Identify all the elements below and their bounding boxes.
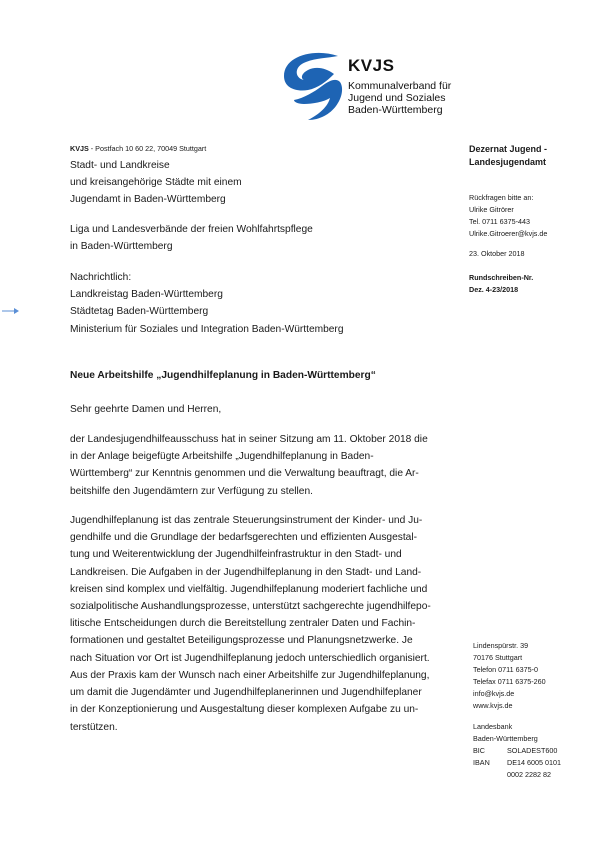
paragraph-line: sozialpolitische Aushandlungsprozesse, unterstützt sachgerechte jugendhilfepo-	[70, 601, 431, 613]
recipient-line: Stadt- und Landkreise	[70, 160, 170, 171]
recipient-line: Liga und Landesverbände der freien Wohlfahrtspflege	[70, 224, 313, 235]
paragraph-line: tung und Weiterentwicklung der Jugendhilfeinfrastruktur in den Stadt- und	[70, 549, 402, 561]
paragraph-line: kreisen sind komplex und vielfältig. Jugendhilfeplanung moderiert fachliche und	[70, 583, 428, 595]
paragraph-line: nach Situation vor Ort ist Jugendhilfeplanung jedoch unterschiedlich organisiert.	[70, 652, 430, 664]
circular-number	[469, 272, 533, 296]
logo-name: KVJS	[348, 56, 395, 75]
iban-row-continued	[473, 769, 561, 781]
logo-subtitle-line: Jugend und Soziales	[348, 92, 446, 104]
iban-row	[473, 757, 561, 769]
recipient-line: Städtetag Baden-Württemberg	[70, 306, 209, 318]
department-line: Dezernat Jugend -	[469, 144, 548, 154]
paragraph-line: der Landesjugendhilfeausschuss hat in seiner Sitzung am 11. Oktober 2018 die	[70, 434, 428, 445]
letter-subject: Neue Arbeitshilfe „Jugendhilfeplanung in Baden-Württemberg“	[70, 370, 376, 381]
paragraph-line: beitshilfe den Jugendämtern zur Verfügung zu stellen.	[70, 485, 313, 497]
paragraph-line: Aus der Praxis kam der Wunsch nach einer Arbeitshilfe zur Jugendhilfeplanung,	[70, 670, 430, 681]
footer-address	[473, 640, 546, 712]
circular-line: Dez. 4-23/2018	[469, 285, 519, 294]
sender-postbox: - Postfach 10 60 22, 70049 Stuttgart	[88, 144, 207, 153]
logo-subtitle-line: Baden-Württemberg	[348, 104, 443, 116]
paragraph-line: in der Konzeptionierung und Ausgestaltung dieser komplexen Aufgabe zu un-	[70, 704, 419, 716]
footer-line: 70176 Stuttgart	[473, 653, 523, 662]
paragraph-line: formationen und gestaltet Beteiligungsprozesse und Planungsnetzwerke. Je	[70, 635, 413, 647]
paragraph-1	[70, 431, 462, 500]
contact-info	[469, 192, 547, 240]
footer-email: info@kvjs.de	[473, 689, 515, 698]
bic-row	[473, 745, 561, 757]
paragraph-line: um damit die Jugendämter und Jugendhilfeplanerinnen und Jugendhilfeplaner	[70, 687, 422, 699]
recipient-line: Landkreistag Baden-Württemberg	[70, 289, 223, 301]
contact-email: Ulrike.Gitroerer@kvjs.de	[469, 229, 548, 238]
recipient-block-3	[70, 269, 344, 338]
paragraph-line: gendhilfe und die Grundlage der bedarfsgerechten und effizienten Ausgestal-	[70, 532, 418, 544]
footer-line: Telefon 0711 6375-0	[473, 665, 539, 674]
recipient-line: Jugendamt in Baden-Württemberg	[70, 194, 226, 206]
bank-name-line: Landesbank	[473, 722, 513, 731]
paragraph-2	[70, 512, 462, 667]
bank-name-line: Baden-Württemberg	[473, 734, 538, 743]
recipient-block-1	[70, 157, 242, 209]
paragraph-line: Landkreisen. Die Aufgaben in der Jugendhilfeplanung in den Stadt- und Land-	[70, 566, 422, 578]
footer-bank	[473, 721, 561, 781]
department-heading	[469, 143, 547, 168]
paragraph-3	[70, 667, 462, 736]
footer-line: Lindenspürstr. 39	[473, 641, 529, 650]
iban-value: DE14 6005 0101	[507, 758, 561, 767]
sender-org: KVJS	[70, 144, 89, 153]
iban-label: IBAN	[473, 758, 490, 767]
sender-return-address	[70, 144, 206, 153]
bic-label: BIC	[473, 746, 485, 755]
contact-line: Ulrike Gitrörer	[469, 205, 514, 214]
contact-line: Rückfragen bitte an:	[469, 193, 534, 202]
recipient-line: und kreisangehörige Städte mit einem	[70, 177, 242, 189]
contact-line: Tel. 0711 6375-443	[469, 217, 531, 226]
letter-date: 23. Oktober 2018	[469, 249, 525, 258]
recipient-line: Ministerium für Soziales und Integration Baden-Württemberg	[70, 323, 344, 335]
footer-website: www.kvjs.de	[473, 701, 513, 710]
paragraph-line: Württemberg“ zur Kenntnis genommen und die Verwaltung beauftragt, die Ar-	[70, 468, 419, 480]
logo-subtitle	[348, 80, 451, 116]
footer-line: Telefax 0711 6375-260	[473, 677, 546, 686]
arrow-right-icon	[2, 307, 20, 315]
salutation: Sehr geehrte Damen und Herren,	[70, 404, 222, 415]
logo-subtitle-line: Kommunalverband für	[348, 80, 452, 92]
paragraph-line: in der Anlage beigefügte Arbeitshilfe „Jugendhilfeplanung in Baden-	[70, 451, 374, 463]
bic-value: SOLADEST600	[507, 746, 558, 755]
recipient-line: in Baden-Württemberg	[70, 241, 173, 253]
paragraph-line: litische Entscheidungen durch die Bereitstellung zentraler Daten und Fachin-	[70, 618, 416, 630]
paragraph-line: Jugendhilfeplanung ist das zentrale Steuerungsinstrument der Kinder- und Ju-	[70, 515, 423, 526]
circular-line: Rundschreiben-Nr.	[469, 273, 534, 282]
recipient-block-2	[70, 221, 313, 255]
iban-value-continued: 0002 2282 82	[507, 770, 551, 779]
recipient-line: Nachrichtlich:	[70, 272, 132, 283]
iban-spacer	[473, 769, 507, 781]
department-line: Landesjugendamt	[469, 156, 547, 167]
paragraph-line: terstützen.	[70, 721, 118, 733]
